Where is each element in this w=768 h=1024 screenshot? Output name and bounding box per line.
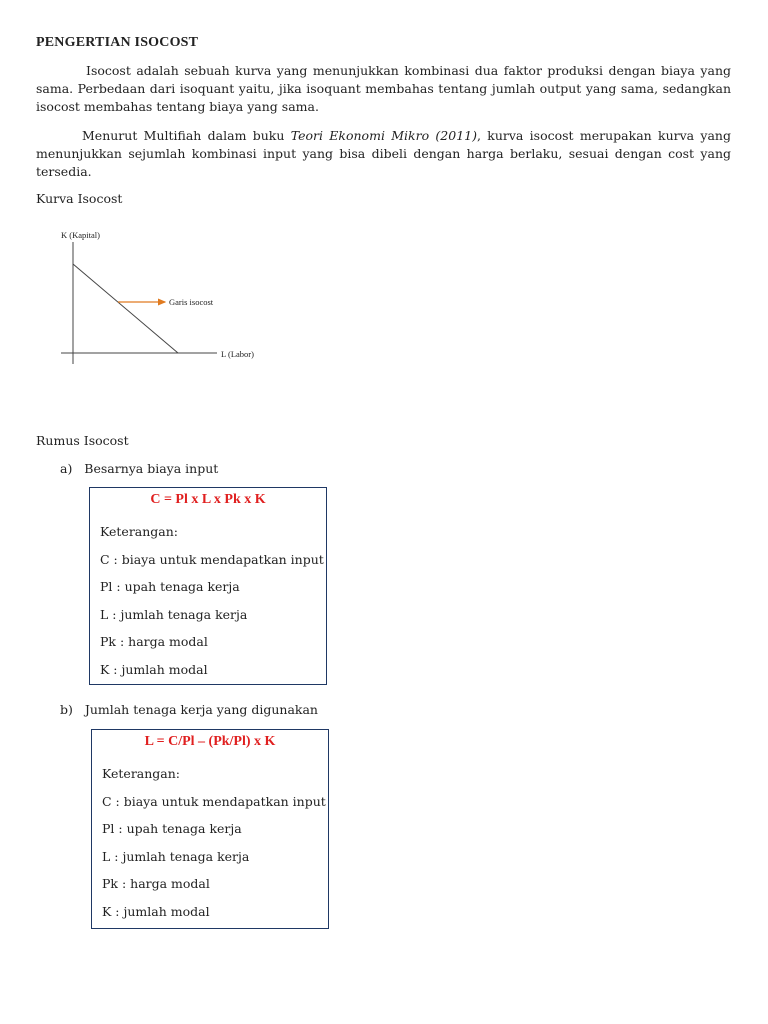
paragraph-definition: Isocost adalah sebuah kurva yang menunjukkan kombinasi dua faktor produksi dengan biaya yang sama. Perbedaan dari isoquant yaitu, jika isoquant membahas tentang jumlah output yang sama, sedangkan isocost membahas tentang biaya yang sama.: [36, 63, 731, 114]
item-b-marker: b): [60, 702, 73, 717]
citation-after: , kurva isocost merupakan kurva yang menunjukkan sejumlah kombinasi input yang bisa dibeli dengan harga berlaku, sesuai dengan cost yang tersedia.: [36, 128, 731, 179]
box-b-line: Pk : harga modal: [102, 876, 210, 892]
isocost-diagram: [55, 222, 285, 372]
formula-box-a: [89, 487, 327, 685]
item-b: [60, 702, 318, 717]
page-heading: PENGERTIAN ISOCOST: [36, 35, 199, 50]
box-b-line: Keterangan:: [102, 766, 181, 781]
formula-a: C = Pl x L x Pk x K: [150, 492, 266, 507]
rumus-title: Rumus Isocost: [36, 433, 129, 448]
x-axis-label: L (Labor): [221, 349, 254, 359]
citation-before: Menurut Multifiah dalam buku: [82, 128, 291, 143]
formula-box-b: [91, 729, 329, 929]
box-b-line: K : jumlah modal: [102, 903, 210, 919]
item-b-label: Jumlah tenaga kerja yang digunakan: [84, 702, 318, 717]
box-a-line: C : biaya untuk mendapatkan input: [100, 551, 324, 567]
book-title: Teori Ekonomi Mikro (2011): [290, 128, 477, 143]
box-a-line: Pl : upah tenaga kerja: [100, 579, 240, 595]
formula-b: L = C/Pl – (Pk/Pl) x K: [144, 734, 276, 749]
item-a-label: Besarnya biaya input: [84, 461, 219, 476]
box-a-line: Keterangan:: [100, 524, 179, 539]
kurva-title: Kurva Isocost: [36, 191, 123, 206]
item-a-marker: a): [60, 461, 73, 476]
item-a: [60, 461, 218, 476]
box-a-line: Pk : harga modal: [100, 634, 208, 650]
box-b-line: C : biaya untuk mendapatkan input: [102, 793, 326, 809]
isocost-line-label: Garis isocost: [169, 297, 214, 307]
box-b-line: Pl : upah tenaga kerja: [102, 821, 242, 837]
paragraph-citation: [36, 127, 731, 181]
box-b-line: L : jumlah tenaga kerja: [102, 848, 250, 864]
box-a-line: L : jumlah tenaga kerja: [100, 606, 248, 622]
y-axis-label: K (Kapital): [61, 230, 100, 240]
box-a-line: K : jumlah modal: [100, 661, 208, 677]
isocost-line: [73, 264, 178, 353]
